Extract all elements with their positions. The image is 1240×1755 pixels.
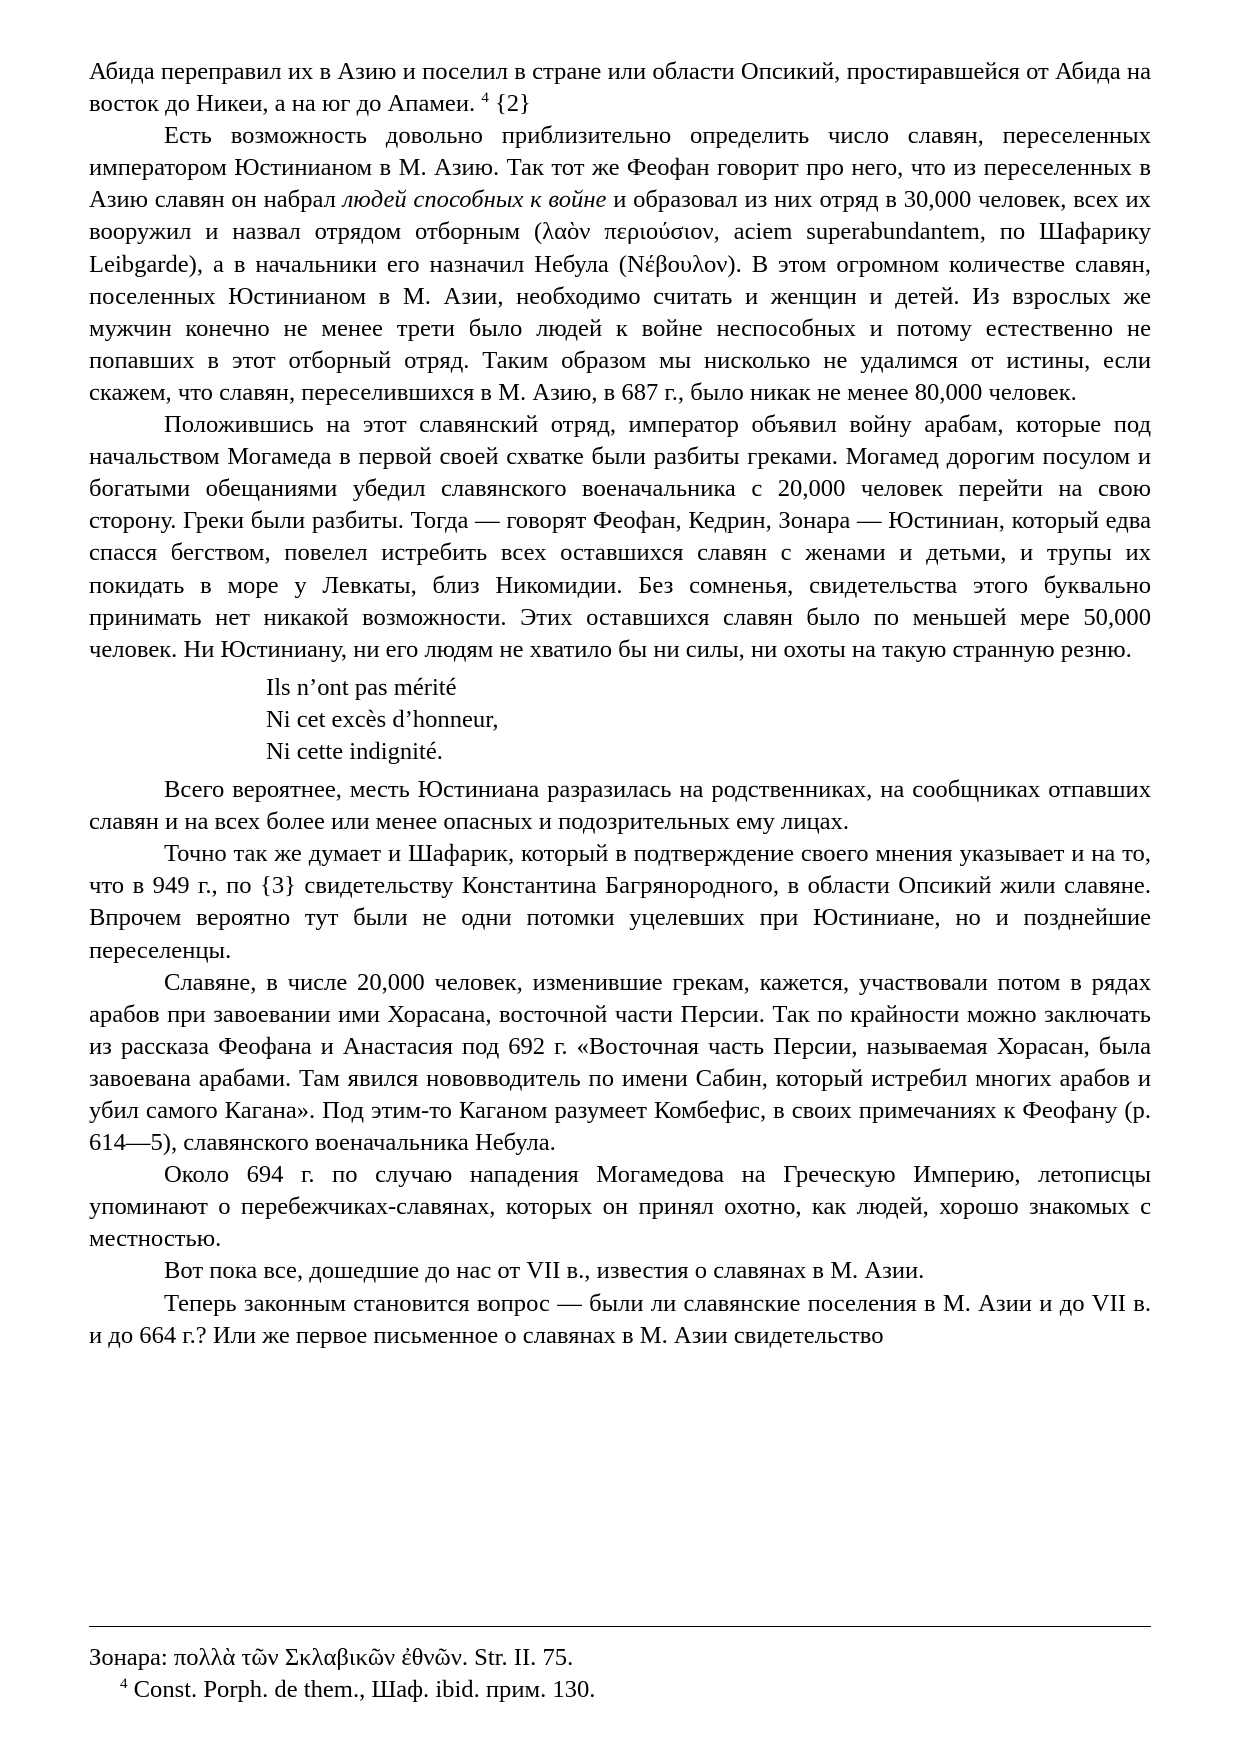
verse-line: Ni cet excès d’honneur,: [266, 705, 499, 733]
paragraph-2: Есть возможность довольно приблизительно определить число славян, переселенных императором Юстинианом в М. Азию. Так тот же Феофан говорит про него, что из переселенных в Азию славян он набрал людей способных к войне и образовал из них отряд в 30,000 человек, всех их вооружил и назвал отрядом отборным (λαὸν περιούσιον, aciem superabundantem, по Шафарику Leibgarde), а в начальники его назначил Небула (Νέβουλον). В этом огромном количестве славян, поселенных Юстинианом в М. Азии, необходимо считать и женщин и детей. Из взрослых же мужчин конечно не менее трети было людей к войне неспособных и потому естественно не попавших в этот отборный отряд. Таким образом мы нисколько не удалимся от истины, если скажем, что славян, переселившихся в М. Азию, в 687 г., было никак не менее 80,000 человек.: [89, 122, 1151, 406]
paragraph-5: Точно так же думает и Шафарик, который в подтверждение своего мнения указывает и на то, что в 949 г., по {3} свидетельству Константина Багрянородного, в области Опсикий жили славяне. Впрочем вероятно тут были не одни потомки уцелевших при Юстиниане, но и позднейшие переселенцы.: [89, 840, 1151, 964]
paragraph-4: Всего вероятнее, месть Юстиниана разразилась на родственниках, на сообщниках отпавших славян и на всех более или менее опасных и подозрительных ему лицах.: [89, 776, 1151, 836]
paragraph-7: Около 694 г. по случаю нападения Могамедова на Греческую Империю, летописцы упоминают о перебежчиках-славянах, которых он принял охотно, как людей, хорошо знакомых с местностью.: [89, 1161, 1151, 1253]
paragraph-1: Абида переправил их в Азию и поселил в стране или области Опсикий, простиравшейся от Абида на восток до Никеи, а на юг до Апамеи. $^4$ {2}: [89, 58, 1151, 118]
footnote-continued: Зонара: πολλὰ τῶν Σκλαβικῶν ἐθνῶν. Str. II. 75.: [89, 1644, 574, 1671]
footnote-marker: 4: [120, 1676, 128, 1692]
paragraph-6: Славяне, в числе 20,000 человек, изменившие грекам, кажется, участвовали потом в рядах арабов при завоевании ими Хорасана, восточной части Персии. Так по крайности можно заключать из рассказа Феофана и Анастасия под 692 г. «Восточная часть Персии, называемая Хорасан, была завоевана арабами. Там явился нововводитель по имени Сабин, который истребил многих арабов и убил самого Кагана». Под этим-то Каганом разумеет Комбефис, в своих примечаниях к Феофану (p. 614—5), славянского военачальника Небула.: [89, 968, 1151, 1157]
footnote-4: $^4$ Const. Porph. de them., Шаф. ibid. прим. 130.: [120, 1676, 596, 1703]
italic-phrase: людей способных к войне: [342, 186, 607, 214]
verse-line: Ils n’ont pas mérité: [266, 673, 457, 701]
footnotes: [89, 1642, 1151, 1706]
main-text: [89, 56, 1151, 1352]
verse-line: Ni cette indignité.: [266, 737, 443, 765]
paragraph-8: Вот пока все, дошедшие до нас от VII в., известия о славянах в М. Азии.: [164, 1257, 925, 1285]
paragraph-9: Теперь законным становится вопрос — были ли славянские поселения в М. Азии и до VII в. и до 664 г.? Или же первое письменное о славянах в М. Азии свидетельство: [89, 1289, 1151, 1349]
footnote-ref-4[interactable]: 4: [481, 90, 489, 107]
paragraph-3: Положившись на этот славянский отряд, император объявил войну арабам, которые под начальством Могамеда в первой своей схватке были разбиты греками. Могамед дорогим посулом и богатыми обещаниями убедил славянского военачальника с 20,000 человек перейти на свою сторону. Греки были разбиты. Тогда — говорят Феофан, Кедрин, Зонара — Юстиниан, который едва спасся бегством, повелел истребить всех оставшихся славян с женами и детьми, и трупы их покидать в море у Левкаты, близ Никомидии. Без сомненья, свидетельства этого буквально принимать нет никакой возможности. Этих оставшихся славян было по меньшей мере 50,000 человек. Ни Юстиниану, ни его людям не хватило бы ни силы, ни охоты на такую странную резню.: [89, 411, 1151, 663]
verse-quote: [266, 672, 1151, 768]
footnote-separator: [89, 1626, 1151, 1627]
